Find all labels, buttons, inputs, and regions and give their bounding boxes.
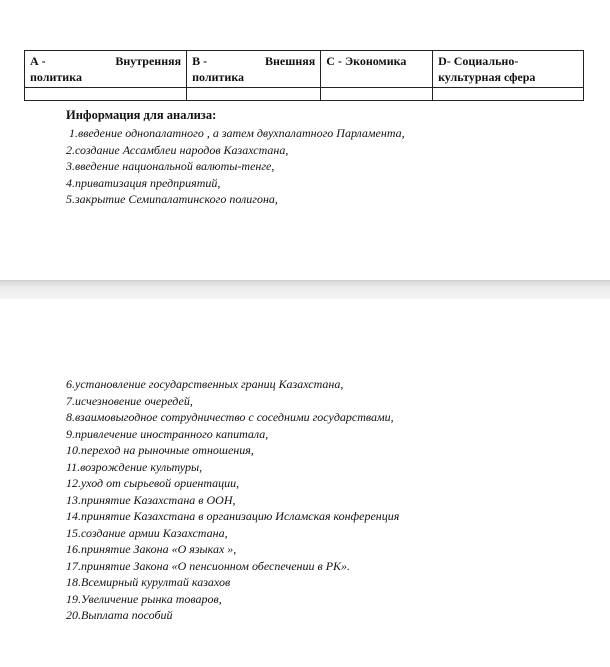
list-item: 18.Всемирный курултай казахов	[66, 575, 231, 589]
category-table	[24, 50, 584, 101]
list-item: 9.привлечение иностранного капитала,	[66, 426, 269, 441]
list-item: 1.введение однопалатного , а затем двухпалатного Парламента,	[69, 126, 405, 140]
list-item: 15.создание армии Казахстана,	[66, 525, 228, 540]
analysis-list-part1	[66, 125, 405, 208]
analysis-heading: Информация для анализа:	[66, 108, 217, 122]
table-answer-row	[25, 88, 584, 101]
list-item: 14.принятие Казахстана в организацию Исламская конференция	[66, 509, 400, 523]
list-item: 17.принятие Закона «О пенсионном обеспечении в РК».	[66, 558, 351, 573]
list-item: 19.Увеличение рынка товаров,	[66, 591, 222, 606]
answer-cell-b[interactable]	[187, 88, 321, 101]
header-cell-b: В - Внешняя политика	[187, 51, 321, 88]
list-item: 6.установление государственных границ Казахстана,	[66, 377, 344, 391]
list-item: 16.принятие Закона «О языках »,	[66, 542, 237, 556]
answer-cell-c[interactable]	[321, 88, 433, 101]
answer-cell-d[interactable]	[433, 88, 584, 101]
list-item: 13.принятие Казахстана в ООН,	[66, 492, 236, 507]
list-item: 8.взаимовыгодное сотрудничество с соседними государствами,	[66, 410, 394, 424]
list-item: 12.уход от сырьевой ориентации,	[66, 476, 240, 490]
list-item: 11.возрождение культуры,	[66, 459, 203, 474]
header-cell-c: С - Экономика	[321, 51, 433, 88]
list-item: 2.создание Ассамблеи народов Казахстана,	[66, 142, 289, 157]
header-cell-d: D- Социально- культурная сфера	[433, 51, 584, 88]
page-break	[0, 280, 610, 299]
answer-cell-a[interactable]	[25, 88, 187, 101]
list-item: 7.исчезновение очередей,	[66, 393, 193, 408]
list-item: 20.Выплата пособий	[66, 608, 173, 622]
header-cell-a: А - Внутренняя политика	[25, 51, 187, 88]
list-item: 4.приватизация предприятий,	[66, 175, 221, 190]
table-header-row	[25, 51, 584, 88]
list-item: 10.переход на рыночные отношения,	[66, 443, 254, 457]
analysis-list-part2	[66, 376, 399, 624]
list-item: 3.введение национальной валюты-тенге,	[66, 159, 275, 173]
list-item: 5.закрытие Семипалатинского полигона,	[66, 192, 278, 206]
